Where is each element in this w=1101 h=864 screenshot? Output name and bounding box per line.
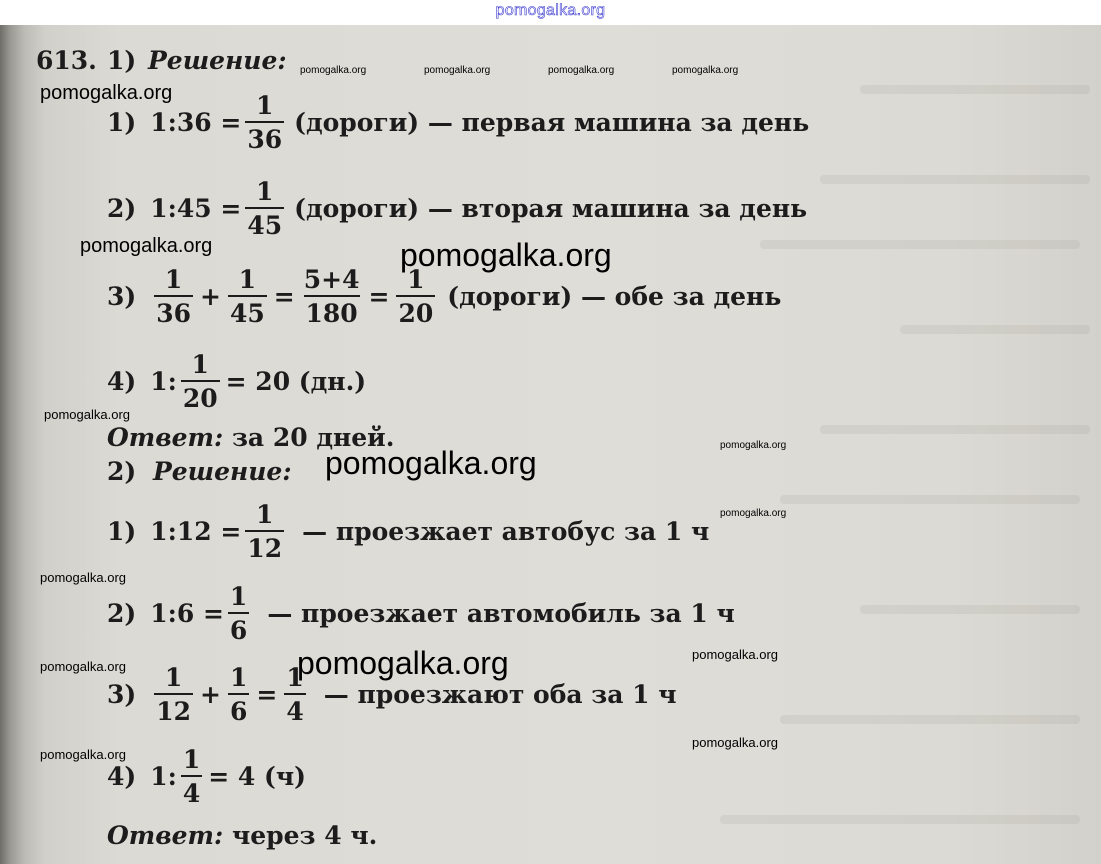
p1-step-3-frac-3 <box>302 264 362 328</box>
part2-label: 2) <box>107 457 137 486</box>
answer-text: за 20 дней. <box>231 423 395 452</box>
p2-step-4-text: = 4 (ч) <box>208 761 306 791</box>
fraction-numerator: 1 <box>238 264 257 294</box>
answer-text: через 4 ч. <box>231 821 378 850</box>
fraction-denominator: 4 <box>181 775 202 806</box>
fraction-denominator: 180 <box>304 295 360 326</box>
p2-step-1-expr: 1:12 = <box>150 516 242 546</box>
p1-step-4-text: = 20 (дн.) <box>225 366 367 396</box>
site-link[interactable]: pomogalka.org <box>495 2 606 19</box>
p1-step-3-frac-1 <box>154 264 193 328</box>
fraction-numerator: 1 <box>286 662 304 692</box>
p2-step-1-num: 1) <box>107 516 137 546</box>
answer-label: Ответ: <box>107 423 224 452</box>
fraction-denominator: 45 <box>245 207 284 238</box>
fraction-denominator: 12 <box>154 693 193 724</box>
watermark: pomogalka.org <box>44 407 130 422</box>
p2-step-2-text: — проезжает автомобиль за 1 ч <box>267 598 735 628</box>
p2-step-3-frac-2 <box>228 662 249 726</box>
p2-step-1-text: — проезжает автобус за 1 ч <box>302 516 710 546</box>
watermark: pomogalka.org <box>300 65 367 76</box>
watermark: pomogalka.org <box>325 445 537 481</box>
watermark: pomogalka.org <box>672 65 739 76</box>
equals-sign: = <box>368 281 390 311</box>
fraction-denominator: 20 <box>396 295 435 326</box>
p2-step-1 <box>107 488 709 574</box>
answer-label: Ответ: <box>107 821 224 850</box>
watermark: pomogalka.org <box>720 440 787 451</box>
p2-step-1-frac <box>245 499 284 563</box>
plus-sign: + <box>200 281 221 311</box>
fraction-denominator: 6 <box>228 612 249 643</box>
textbook-page <box>0 25 1101 864</box>
p2-step-2-num: 2) <box>107 598 137 628</box>
p2-answer <box>107 821 377 850</box>
watermark: pomogalka.org <box>720 508 787 519</box>
watermark: pomogalka.org <box>424 65 491 76</box>
p1-step-2-text: (дороги) — вторая машина за день <box>294 193 808 223</box>
fraction-numerator: 1 <box>229 581 248 611</box>
fraction-numerator: 1 <box>256 176 274 206</box>
fraction-numerator: 1 <box>229 662 248 692</box>
fraction-numerator: 5+4 <box>303 264 360 294</box>
p1-step-1-frac <box>245 90 284 154</box>
equals-sign: = <box>256 679 278 709</box>
p2-step-4-expr: 1: <box>150 761 177 791</box>
watermark: pomogalka.org <box>692 735 778 750</box>
fraction-numerator: 1 <box>164 264 183 294</box>
watermark: pomogalka.org <box>40 82 173 104</box>
fraction-numerator: 1 <box>407 264 425 294</box>
part2-header <box>107 457 292 486</box>
fraction-numerator: 1 <box>256 90 274 120</box>
p2-step-2 <box>107 570 735 656</box>
p1-step-4 <box>107 338 366 424</box>
watermark: pomogalka.org <box>400 237 612 273</box>
watermark: pomogalka.org <box>297 645 509 681</box>
p1-step-3-frac-4 <box>396 264 435 328</box>
part1-label: 1) <box>107 46 137 75</box>
p1-step-4-num: 4) <box>107 366 137 396</box>
fraction-numerator: 1 <box>182 744 201 774</box>
p2-step-2-expr: 1:6 = <box>150 598 224 628</box>
fraction-denominator: 4 <box>284 693 305 724</box>
fraction-denominator: 36 <box>154 295 193 326</box>
p1-step-2-num: 2) <box>107 193 137 223</box>
fraction-denominator: 20 <box>181 380 220 411</box>
fraction-numerator: 1 <box>191 349 209 379</box>
p1-step-2-expr: 1:45 = <box>150 193 242 223</box>
p1-step-1-expr: 1:36 = <box>150 107 242 137</box>
p1-step-1 <box>107 79 809 165</box>
site-header <box>0 0 1101 25</box>
p2-step-2-frac <box>228 581 249 645</box>
p1-step-2-frac <box>245 176 284 240</box>
part1-heading: Решение: <box>148 46 287 75</box>
p1-step-4-expr: 1: <box>150 366 177 396</box>
p2-step-3-frac-1 <box>154 662 193 726</box>
watermark: pomogalka.org <box>40 659 126 674</box>
p1-step-1-text: (дороги) — первая машина за день <box>294 107 810 137</box>
p1-step-3-text: (дороги) — обе за день <box>447 281 782 311</box>
problem-number: 613. <box>36 46 97 75</box>
equals-sign: = <box>273 281 295 311</box>
part2-heading: Решение: <box>152 457 292 486</box>
plus-sign: + <box>200 679 221 709</box>
p1-step-3-frac-2 <box>228 264 267 328</box>
watermark: pomogalka.org <box>40 570 126 585</box>
watermark: pomogalka.org <box>80 235 213 257</box>
p2-step-4-frac <box>181 744 202 808</box>
watermark: pomogalka.org <box>548 65 615 76</box>
watermark: pomogalka.org <box>692 647 778 662</box>
p2-step-4-num: 4) <box>107 761 137 791</box>
fraction-numerator: 1 <box>256 499 274 529</box>
p1-step-4-frac <box>181 349 220 413</box>
fraction-denominator: 6 <box>228 693 249 724</box>
fraction-numerator: 1 <box>164 662 183 692</box>
watermark: pomogalka.org <box>40 747 126 762</box>
p1-step-3-num: 3) <box>107 281 137 311</box>
fraction-denominator: 12 <box>245 530 284 561</box>
fraction-denominator: 45 <box>228 295 267 326</box>
p2-step-3-num: 3) <box>107 679 137 709</box>
fraction-denominator: 36 <box>245 121 284 152</box>
p2-step-4 <box>107 733 306 819</box>
p2-step-3-text: — проезжают оба за 1 ч <box>323 679 677 709</box>
p1-step-1-num: 1) <box>107 107 137 137</box>
